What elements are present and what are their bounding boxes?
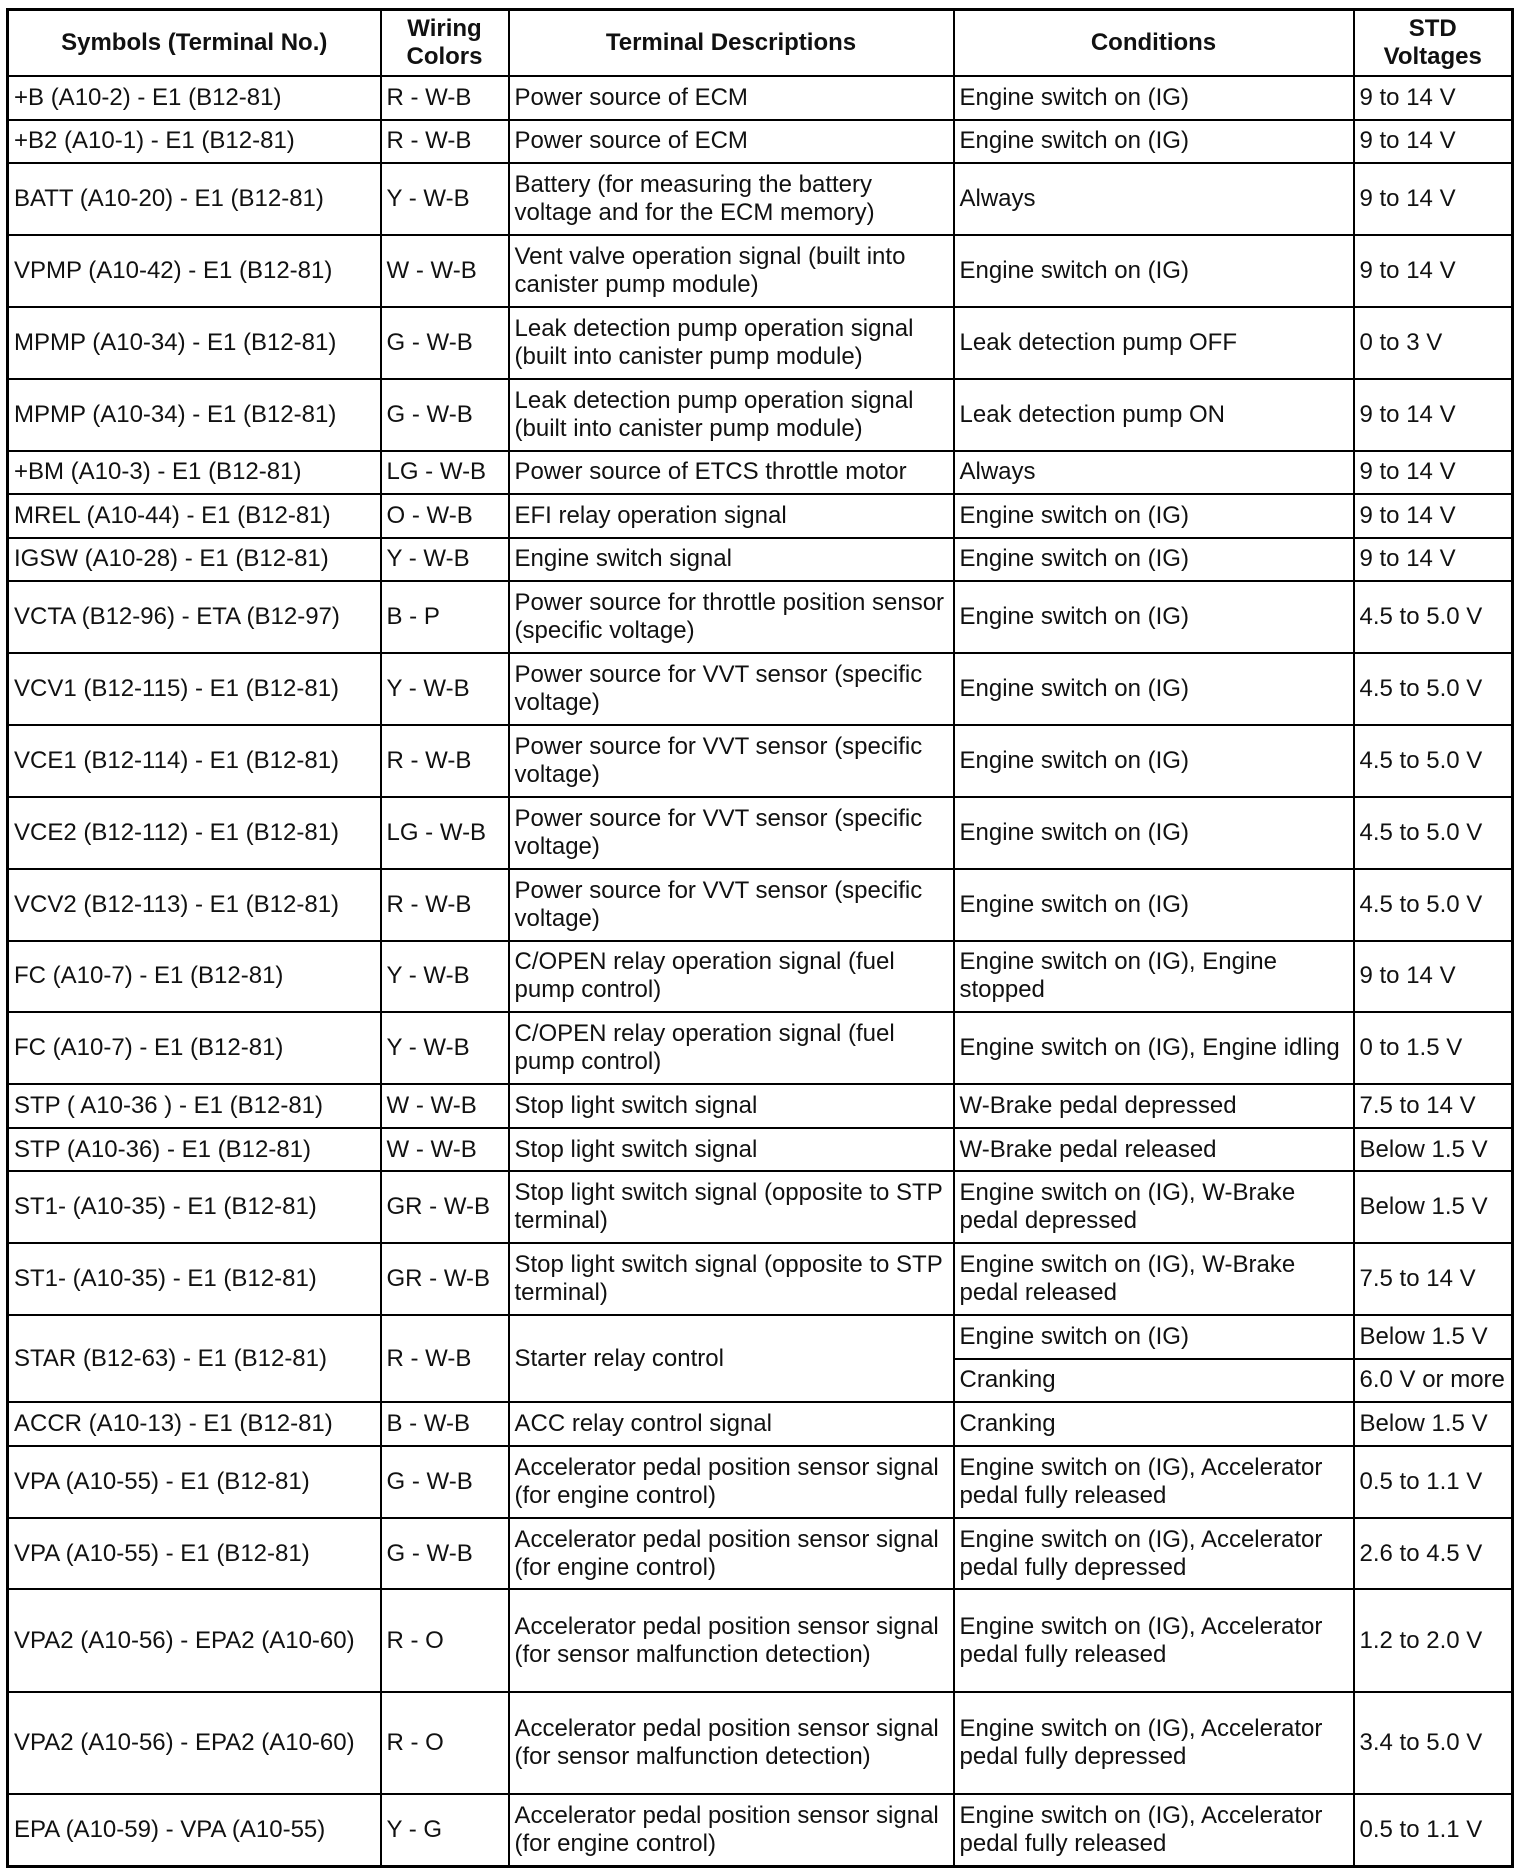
table-row [8, 1315, 1513, 1359]
condition-cell: Engine switch on (IG), W-Brake pedal depressed [954, 1171, 1354, 1243]
description-cell: Vent valve operation signal (built into canister pump module) [509, 235, 954, 307]
wiring-color-cell: B - P [381, 581, 509, 653]
condition-cell: Cranking [954, 1402, 1354, 1446]
wiring-color-cell: Y - W-B [381, 653, 509, 725]
wiring-color-cell: G - W-B [381, 307, 509, 379]
table-row [8, 1692, 1513, 1794]
header-terminal-descriptions: Terminal Descriptions [509, 10, 954, 77]
table-row [8, 1446, 1513, 1518]
table-row [8, 1171, 1513, 1243]
condition-cell: Engine switch on (IG), Accelerator pedal fully depressed [954, 1692, 1354, 1794]
description-cell: C/OPEN relay operation signal (fuel pump control) [509, 1012, 954, 1084]
symbol-cell: +B (A10-2) - E1 (B12-81) [8, 76, 381, 120]
table-row [8, 163, 1513, 235]
wiring-color-cell: W - W-B [381, 235, 509, 307]
description-cell: Stop light switch signal [509, 1128, 954, 1172]
table-row [8, 494, 1513, 538]
description-cell: Battery (for measuring the battery voltage and for the ECM memory) [509, 163, 954, 235]
condition-cell: Engine switch on (IG) [954, 494, 1354, 538]
description-cell: Power source of ECM [509, 120, 954, 164]
table-row [8, 797, 1513, 869]
description-cell: Stop light switch signal [509, 1084, 954, 1128]
wiring-color-cell: Y - W-B [381, 538, 509, 582]
voltage-cell: 9 to 14 V [1354, 494, 1513, 538]
condition-cell: W-Brake pedal depressed [954, 1084, 1354, 1128]
symbol-cell: ST1- (A10-35) - E1 (B12-81) [8, 1243, 381, 1315]
symbol-cell: VCTA (B12-96) - ETA (B12-97) [8, 581, 381, 653]
voltage-cell: Below 1.5 V [1354, 1171, 1513, 1243]
description-cell: EFI relay operation signal [509, 494, 954, 538]
voltage-cell: Below 1.5 V [1354, 1402, 1513, 1446]
symbol-cell: FC (A10-7) - E1 (B12-81) [8, 1012, 381, 1084]
wiring-color-cell: W - W-B [381, 1128, 509, 1172]
voltage-cell: 3.4 to 5.0 V [1354, 1692, 1513, 1794]
condition-cell: Engine switch on (IG), Accelerator pedal fully released [954, 1794, 1354, 1867]
table-row [8, 1243, 1513, 1315]
symbol-cell: VPA2 (A10-56) - EPA2 (A10-60) [8, 1589, 381, 1691]
wiring-color-cell: O - W-B [381, 494, 509, 538]
description-cell: Power source of ECM [509, 76, 954, 120]
header-wiring-colors: Wiring Colors [381, 10, 509, 77]
condition-cell: Cranking [954, 1359, 1354, 1403]
table-row [8, 941, 1513, 1013]
symbol-cell: IGSW (A10-28) - E1 (B12-81) [8, 538, 381, 582]
voltage-cell: 2.6 to 4.5 V [1354, 1518, 1513, 1590]
table-row [8, 1084, 1513, 1128]
description-cell: Power source for VVT sensor (specific voltage) [509, 797, 954, 869]
condition-cell: Leak detection pump ON [954, 379, 1354, 451]
description-cell: ACC relay control signal [509, 1402, 954, 1446]
description-cell: Power source of ETCS throttle motor [509, 451, 954, 495]
condition-cell: Engine switch on (IG) [954, 581, 1354, 653]
condition-cell: Always [954, 451, 1354, 495]
header-conditions: Conditions [954, 10, 1354, 77]
wiring-color-cell: GR - W-B [381, 1243, 509, 1315]
wiring-color-cell: Y - W-B [381, 941, 509, 1013]
symbol-cell: +BM (A10-3) - E1 (B12-81) [8, 451, 381, 495]
wiring-color-cell: R - W-B [381, 725, 509, 797]
wiring-color-cell: Y - G [381, 1794, 509, 1867]
wiring-color-cell: B - W-B [381, 1402, 509, 1446]
voltage-cell: 9 to 14 V [1354, 76, 1513, 120]
voltage-cell: 4.5 to 5.0 V [1354, 653, 1513, 725]
voltage-cell: 4.5 to 5.0 V [1354, 581, 1513, 653]
condition-cell: Engine switch on (IG) [954, 235, 1354, 307]
condition-cell: Engine switch on (IG) [954, 869, 1354, 941]
header-symbols: Symbols (Terminal No.) [8, 10, 381, 77]
voltage-cell: 9 to 14 V [1354, 941, 1513, 1013]
symbol-cell: ACCR (A10-13) - E1 (B12-81) [8, 1402, 381, 1446]
symbol-cell: VCE1 (B12-114) - E1 (B12-81) [8, 725, 381, 797]
table-row [8, 653, 1513, 725]
wiring-color-cell: LG - W-B [381, 451, 509, 495]
table-row [8, 76, 1513, 120]
voltage-cell: 4.5 to 5.0 V [1354, 725, 1513, 797]
voltage-cell: 7.5 to 14 V [1354, 1243, 1513, 1315]
condition-cell: Engine switch on (IG) [954, 653, 1354, 725]
description-cell: Accelerator pedal position sensor signal (for sensor malfunction detection) [509, 1589, 954, 1691]
table-row [8, 451, 1513, 495]
symbol-cell: STAR (B12-63) - E1 (B12-81) [8, 1315, 381, 1402]
wiring-color-cell: G - W-B [381, 1446, 509, 1518]
symbol-cell: VPA (A10-55) - E1 (B12-81) [8, 1446, 381, 1518]
wiring-color-cell: R - W-B [381, 76, 509, 120]
condition-cell: Engine switch on (IG), Engine stopped [954, 941, 1354, 1013]
wiring-color-cell: Y - W-B [381, 1012, 509, 1084]
description-cell: Stop light switch signal (opposite to STP terminal) [509, 1171, 954, 1243]
description-cell: Stop light switch signal (opposite to STP terminal) [509, 1243, 954, 1315]
voltage-cell: 4.5 to 5.0 V [1354, 869, 1513, 941]
header-row [8, 10, 1513, 77]
symbol-cell: MREL (A10-44) - E1 (B12-81) [8, 494, 381, 538]
table-row [8, 1128, 1513, 1172]
condition-cell: Engine switch on (IG) [954, 76, 1354, 120]
condition-cell: Engine switch on (IG), Accelerator pedal fully released [954, 1446, 1354, 1518]
condition-cell: Engine switch on (IG) [954, 797, 1354, 869]
condition-cell: Always [954, 163, 1354, 235]
wiring-color-cell: G - W-B [381, 379, 509, 451]
voltage-cell: 0.5 to 1.1 V [1354, 1794, 1513, 1867]
symbol-cell: +B2 (A10-1) - E1 (B12-81) [8, 120, 381, 164]
description-cell: Leak detection pump operation signal (built into canister pump module) [509, 379, 954, 451]
voltage-cell: 9 to 14 V [1354, 163, 1513, 235]
condition-cell: Engine switch on (IG), Engine idling [954, 1012, 1354, 1084]
description-cell: Engine switch signal [509, 538, 954, 582]
description-cell: Accelerator pedal position sensor signal (for sensor malfunction detection) [509, 1692, 954, 1794]
symbol-cell: VPA2 (A10-56) - EPA2 (A10-60) [8, 1692, 381, 1794]
table-row [8, 307, 1513, 379]
condition-cell: Engine switch on (IG) [954, 120, 1354, 164]
voltage-cell: Below 1.5 V [1354, 1128, 1513, 1172]
condition-cell: W-Brake pedal released [954, 1128, 1354, 1172]
symbol-cell: STP (A10-36) - E1 (B12-81) [8, 1128, 381, 1172]
symbol-cell: MPMP (A10-34) - E1 (B12-81) [8, 307, 381, 379]
voltage-cell: 1.2 to 2.0 V [1354, 1589, 1513, 1691]
table-row [8, 235, 1513, 307]
condition-cell: Engine switch on (IG) [954, 1315, 1354, 1359]
voltage-cell: 6.0 V or more [1354, 1359, 1513, 1403]
symbol-cell: STP ( A10-36 ) - E1 (B12-81) [8, 1084, 381, 1128]
description-cell: Power source for VVT sensor (specific voltage) [509, 869, 954, 941]
description-cell: Leak detection pump operation signal (built into canister pump module) [509, 307, 954, 379]
table-row [8, 120, 1513, 164]
symbol-cell: EPA (A10-59) - VPA (A10-55) [8, 1794, 381, 1867]
symbol-cell: ST1- (A10-35) - E1 (B12-81) [8, 1171, 381, 1243]
condition-cell: Engine switch on (IG), Accelerator pedal fully released [954, 1589, 1354, 1691]
wiring-color-cell: LG - W-B [381, 797, 509, 869]
table-row [8, 538, 1513, 582]
condition-cell: Engine switch on (IG), W-Brake pedal released [954, 1243, 1354, 1315]
table-row [8, 1518, 1513, 1590]
voltage-cell: 7.5 to 14 V [1354, 1084, 1513, 1128]
wiring-color-cell: R - O [381, 1692, 509, 1794]
symbol-cell: BATT (A10-20) - E1 (B12-81) [8, 163, 381, 235]
voltage-cell: 0 to 1.5 V [1354, 1012, 1513, 1084]
voltage-cell: 0.5 to 1.1 V [1354, 1446, 1513, 1518]
condition-cell: Engine switch on (IG) [954, 538, 1354, 582]
voltage-cell: 9 to 14 V [1354, 538, 1513, 582]
wiring-color-cell: Y - W-B [381, 163, 509, 235]
symbol-cell: VCV2 (B12-113) - E1 (B12-81) [8, 869, 381, 941]
symbol-cell: FC (A10-7) - E1 (B12-81) [8, 941, 381, 1013]
wiring-color-cell: G - W-B [381, 1518, 509, 1590]
table-row [8, 725, 1513, 797]
table-row [8, 1402, 1513, 1446]
voltage-cell: Below 1.5 V [1354, 1315, 1513, 1359]
symbol-cell: VPA (A10-55) - E1 (B12-81) [8, 1518, 381, 1590]
description-cell: Accelerator pedal position sensor signal (for engine control) [509, 1794, 954, 1867]
symbol-cell: VPMP (A10-42) - E1 (B12-81) [8, 235, 381, 307]
voltage-cell: 9 to 14 V [1354, 120, 1513, 164]
table-body [8, 76, 1513, 1867]
table-row [8, 869, 1513, 941]
symbol-cell: VCE2 (B12-112) - E1 (B12-81) [8, 797, 381, 869]
table-row [8, 1012, 1513, 1084]
voltage-cell: 4.5 to 5.0 V [1354, 797, 1513, 869]
wiring-color-cell: GR - W-B [381, 1171, 509, 1243]
symbol-cell: MPMP (A10-34) - E1 (B12-81) [8, 379, 381, 451]
terminal-table [6, 8, 1514, 1868]
table-row [8, 581, 1513, 653]
description-cell: Accelerator pedal position sensor signal (for engine control) [509, 1518, 954, 1590]
voltage-cell: 9 to 14 V [1354, 451, 1513, 495]
table-row [8, 1589, 1513, 1691]
description-cell: C/OPEN relay operation signal (fuel pump control) [509, 941, 954, 1013]
table-row [8, 1794, 1513, 1867]
description-cell: Power source for throttle position sensor (specific voltage) [509, 581, 954, 653]
voltage-cell: 9 to 14 V [1354, 235, 1513, 307]
wiring-color-cell: R - W-B [381, 1315, 509, 1402]
description-cell: Power source for VVT sensor (specific voltage) [509, 653, 954, 725]
condition-cell: Leak detection pump OFF [954, 307, 1354, 379]
description-cell: Power source for VVT sensor (specific voltage) [509, 725, 954, 797]
wiring-color-cell: R - W-B [381, 120, 509, 164]
wiring-color-cell: R - W-B [381, 869, 509, 941]
table-header [8, 10, 1513, 77]
wiring-color-cell: R - O [381, 1589, 509, 1691]
voltage-cell: 0 to 3 V [1354, 307, 1513, 379]
table-row [8, 379, 1513, 451]
symbol-cell: VCV1 (B12-115) - E1 (B12-81) [8, 653, 381, 725]
condition-cell: Engine switch on (IG) [954, 725, 1354, 797]
header-std-voltages: STD Voltages [1354, 10, 1513, 77]
condition-cell: Engine switch on (IG), Accelerator pedal fully depressed [954, 1518, 1354, 1590]
description-cell: Starter relay control [509, 1315, 954, 1402]
description-cell: Accelerator pedal position sensor signal (for engine control) [509, 1446, 954, 1518]
voltage-cell: 9 to 14 V [1354, 379, 1513, 451]
wiring-color-cell: W - W-B [381, 1084, 509, 1128]
